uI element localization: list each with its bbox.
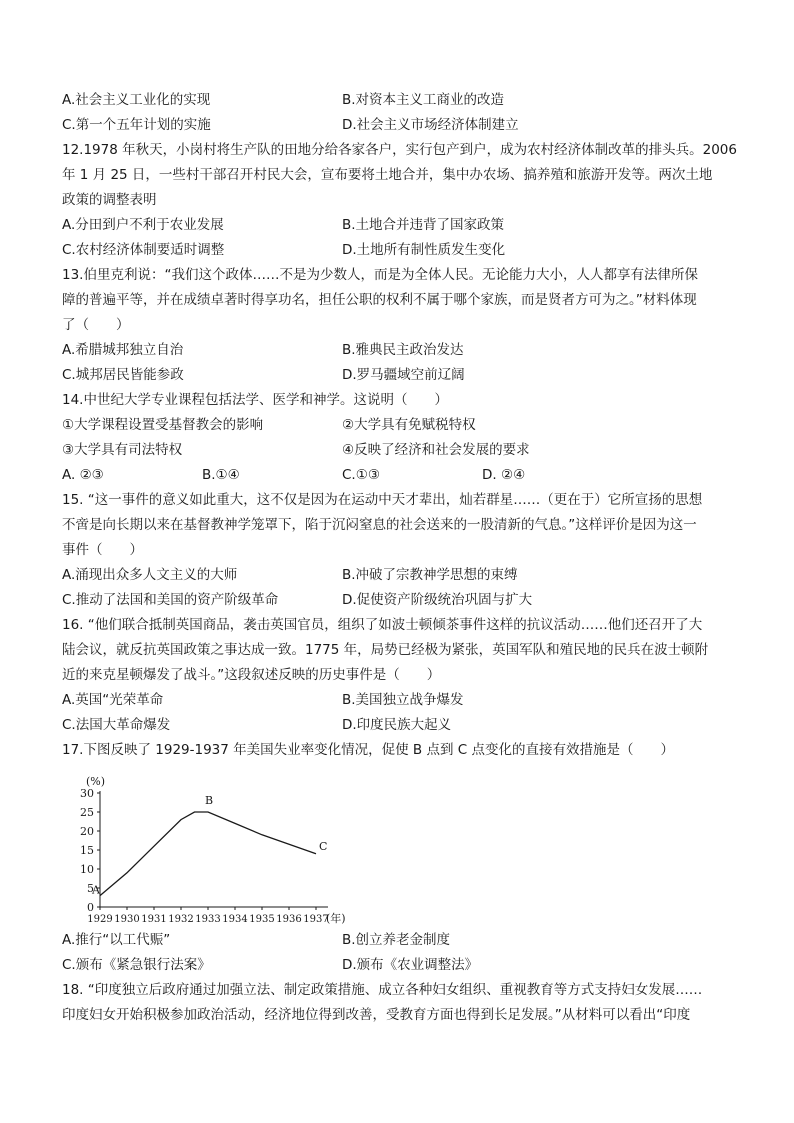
q14-option-c[interactable]: C.①③	[342, 467, 380, 483]
point-label-b: B	[205, 794, 214, 807]
unemployment-series-line	[100, 812, 316, 896]
q13-option-a[interactable]: A.希腊城邦独立自治	[62, 342, 184, 358]
q16-stem-line: 陆会议，就反抗英国政策之事达成一致。1775 年，局势已经极为紧张，英国军队和殖民地的民兵在波士顿附	[62, 642, 709, 658]
q14-stem-line: 14.中世纪大学专业课程包括法学、医学和神学。这说明（ ）	[62, 392, 448, 408]
x-tick-label: 1934	[222, 914, 248, 925]
y-tick-label: 10	[80, 863, 94, 876]
q12-option-d[interactable]: D.土地所有制性质发生变化	[342, 242, 506, 258]
point-label-a: A	[92, 883, 100, 897]
q14-option-b[interactable]: B.①④	[202, 467, 240, 483]
q16-stem-line: 近的来克星顿爆发了战斗。”这段叙述反映的历史事件是（ ）	[62, 667, 441, 683]
x-tick-label: 1929	[87, 914, 113, 925]
q13-option-c[interactable]: C.城邦居民皆能参政	[62, 367, 184, 383]
q15-option-a[interactable]: A.涌现出众多人文主义的大师	[62, 567, 238, 583]
q13-stem-line: 障的普遍平等，并在成绩卓著时得享功名，担任公职的权利不属于哪个家族，而是贤者方可为之。”材料体现	[62, 292, 697, 308]
q17-option-a[interactable]: A.推行“以工代赈”	[62, 932, 171, 948]
q12-stem-line: 政策的调整表明	[62, 192, 157, 208]
q15-option-c[interactable]: C.推动了法国和美国的资产阶级革命	[62, 592, 279, 608]
x-tick-label: 1936	[276, 914, 302, 925]
q14-statement: ②大学具有免赋税特权	[342, 417, 476, 433]
q14-option-d[interactable]: D. ②④	[482, 467, 526, 483]
q12-option-c[interactable]: C.农村经济体制要适时调整	[62, 242, 225, 258]
q16-option-d[interactable]: D.印度民族大起义	[342, 717, 452, 733]
q12-stem-line: 年 1 月 25 日，一些村干部召开村民大会，宣布要将土地合并，集中办农场、搞养殖和旅游开发等。两次土地	[62, 167, 713, 183]
x-tick-label: 1933	[195, 914, 221, 925]
q17-option-b[interactable]: B.创立养老金制度	[342, 932, 451, 948]
y-tick-label: 0	[87, 901, 94, 914]
q15-stem-line: 15. “这一事件的意义如此重大，这不仅是因为在运动中天才辈出，灿若群星……（更在于）它所宣扬的思想	[62, 492, 703, 508]
x-tick-label: 1931	[141, 914, 167, 925]
q13-stem-line: 13.伯里克利说：“我们这个政体……不是为少数人，而是为全体人民。无论能力大小，人人都享有法律所保	[62, 267, 698, 283]
q16-option-a[interactable]: A.英国“光荣革命	[62, 692, 164, 708]
q15-option-d[interactable]: D.促使资产阶级统治巩固与扩大	[342, 592, 533, 608]
y-axis-label: (%)	[86, 775, 106, 788]
q16-option-b[interactable]: B.美国独立战争爆发	[342, 692, 464, 708]
q14-statement: ④反映了经济和社会发展的要求	[342, 442, 530, 458]
q16-stem-line: 16. “他们联合抵制英国商品，袭击英国官员，组织了如波士顿倾茶事件这样的抗议活动……他们还召开了大	[62, 617, 703, 633]
y-tick-label: 30	[80, 787, 94, 800]
point-label-c: C	[319, 839, 328, 853]
q17-option-c[interactable]: C.颁布《紧急银行法案》	[62, 957, 211, 973]
q13-option-d[interactable]: D.罗马疆域空前辽阔	[342, 367, 465, 383]
q11-option-b[interactable]: B.对资本主义工商业的改造	[342, 92, 505, 108]
q13-stem-line: 了（ ）	[62, 317, 130, 333]
q14-statement: ③大学具有司法特权	[62, 442, 183, 458]
q17-stem-line: 17.下图反映了 1929-1937 年美国失业率变化情况，促使 B 点到 C 点变化的直接有效措施是（ ）	[62, 742, 674, 758]
q14-statement: ①大学课程设置受基督教会的影响	[62, 417, 264, 433]
x-tick-label: 1935	[249, 914, 275, 925]
chart-svg	[58, 768, 378, 928]
q15-stem-line: 不啻是向长期以来在基督教神学笼罩下，陷于沉闷窒息的社会送来的一股清新的气息。”这样评价是因为这一	[62, 517, 697, 533]
y-tick-label: 5	[87, 882, 94, 895]
q18-stem-line: 印度妇女开始积极参加政治活动，经济地位得到改善，受教育方面也得到长足发展。”从材料可以看出“印度	[62, 1007, 691, 1023]
x-tick-label: 1930	[114, 914, 140, 925]
q11-option-d[interactable]: D.社会主义市场经济体制建立	[342, 117, 519, 133]
q14-option-a[interactable]: A. ②③	[62, 467, 104, 483]
q15-stem-line: 事件（ ）	[62, 542, 143, 558]
q12-option-b[interactable]: B.土地合并违背了国家政策	[342, 217, 505, 233]
y-tick-label: 15	[80, 844, 94, 857]
x-axis-unit: (年)	[326, 912, 346, 925]
unemployment-line-chart	[58, 768, 378, 928]
x-tick-label: 1932	[168, 914, 194, 925]
q15-option-b[interactable]: B.冲破了宗教神学思想的束缚	[342, 567, 518, 583]
y-tick-label: 20	[80, 825, 94, 838]
q13-option-b[interactable]: B.雅典民主政治发达	[342, 342, 464, 358]
q11-option-c[interactable]: C.第一个五年计划的实施	[62, 117, 211, 133]
q18-stem-line: 18. “印度独立后政府通过加强立法、制定政策措施、成立各种妇女组织、重视教育等方式支持妇女发展……	[62, 982, 703, 998]
q16-option-c[interactable]: C.法国大革命爆发	[62, 717, 171, 733]
q12-stem-line: 12.1978 年秋天，小岗村将生产队的田地分给各家各户，实行包产到户，成为农村经济体制改革的排头兵。2006	[62, 142, 737, 158]
q11-option-a[interactable]: A.社会主义工业化的实现	[62, 92, 211, 108]
y-tick-label: 25	[80, 806, 94, 819]
x-tick-label: 1937	[303, 914, 329, 925]
q12-option-a[interactable]: A.分田到户不利于农业发展	[62, 217, 224, 233]
q17-option-d[interactable]: D.颁布《农业调整法》	[342, 957, 479, 973]
